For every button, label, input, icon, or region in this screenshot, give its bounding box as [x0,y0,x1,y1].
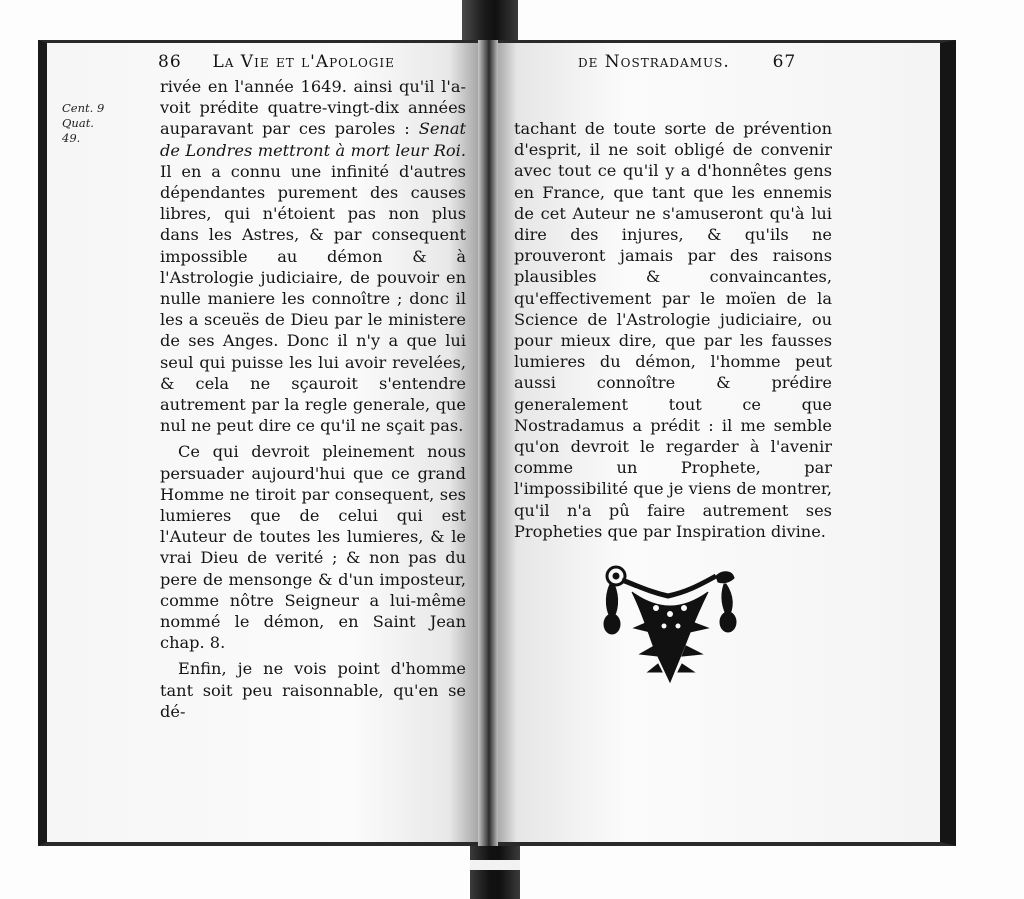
margin-note [62,101,104,146]
right-paragraph: tachant de toute sorte de prévention d'esprit, il ne soit obligé de convenir avec tout ce qu'il y a d'honnêtes gens en France, que tant que les ennemis de cet Auteur ne s'amuseront qu'à lui dire des injures, & qu'ils ne prouveront jamais par des raisons plausibles & convaincantes, qu'effectivement par le moïen de la Science de l'Astrologie judiciaire, ou pour mieux dire, que par les fausses lumieres du démon, l'homme peut aussi connoître & prédire generalement tout ce que Nostradamus a prédit : il me semble qu'on devroit le regarder à l'avenir comme un Prophete, par l'impossibilité que je viens de montrer, qu'il n'a pû faire autrement ses Propheties que par Inspiration divine. [514,119,832,541]
margin-note-line: Quat. [62,116,94,130]
right-running-title: de Nostradamus. [578,52,730,72]
left-line: voit prédite quatre-vingt-dix années [160,98,466,118]
left-page-number: 86 [158,52,182,72]
right-page-number: 67 [772,52,797,72]
left-paragraph-2: Ce qui devroit pleinement nous persuader aujourd'hui que ce grand Homme ne tiroit par consequent, ses lumieres que de celui qui est l'Auteur de toutes les lumieres, & le vrai Dieu de verité ; & non pas du pere de mensonge & d'un imposteur, comme nôtre Seigneur a lui-même nommé le démon, en Saint Jean chap. 8. [160,442,466,653]
left-line: auparavant par ces paroles : [160,119,410,139]
right-running-head [578,52,796,72]
left-running-title: La Vie et l'Apologie [212,52,395,72]
left-line: Il en a connu une infinité d'autres dépendantes purement des causes libres, qui n'étoient pas non plus dans les Astres, & par consequent impossible au démon & à l'Astrologie judiciaire, de pouvoir en nulle maniere les connoître ; donc il les a sceuës de Dieu par le ministere de ses Anges. Donc il n'y a que lui seul qui puisse les lui avoir revelées, & cela ne sçauroit s'entendre autrement par la regle generale, que nul ne peut dire ce qu'il ne sçait pas. [160,161,466,436]
floral-tailpiece-icon [598,562,744,686]
left-running-head [158,52,395,72]
right-page-text [514,118,832,542]
left-paragraph-3: Enfin, je ne vois point d'homme tant soit peu raisonnable, qu'en se dé- [160,659,466,721]
left-line: rivée en l'année 1649. ainsi qu'il l'a- [160,77,466,96]
margin-note-line: 49. [62,131,81,145]
quoted-prophecy: Senat de Londres mettront à mort leur Roi. [160,119,466,160]
left-page-text [160,76,466,722]
book-gutter [478,40,498,846]
margin-note-line: Cent. 9 [62,101,105,115]
